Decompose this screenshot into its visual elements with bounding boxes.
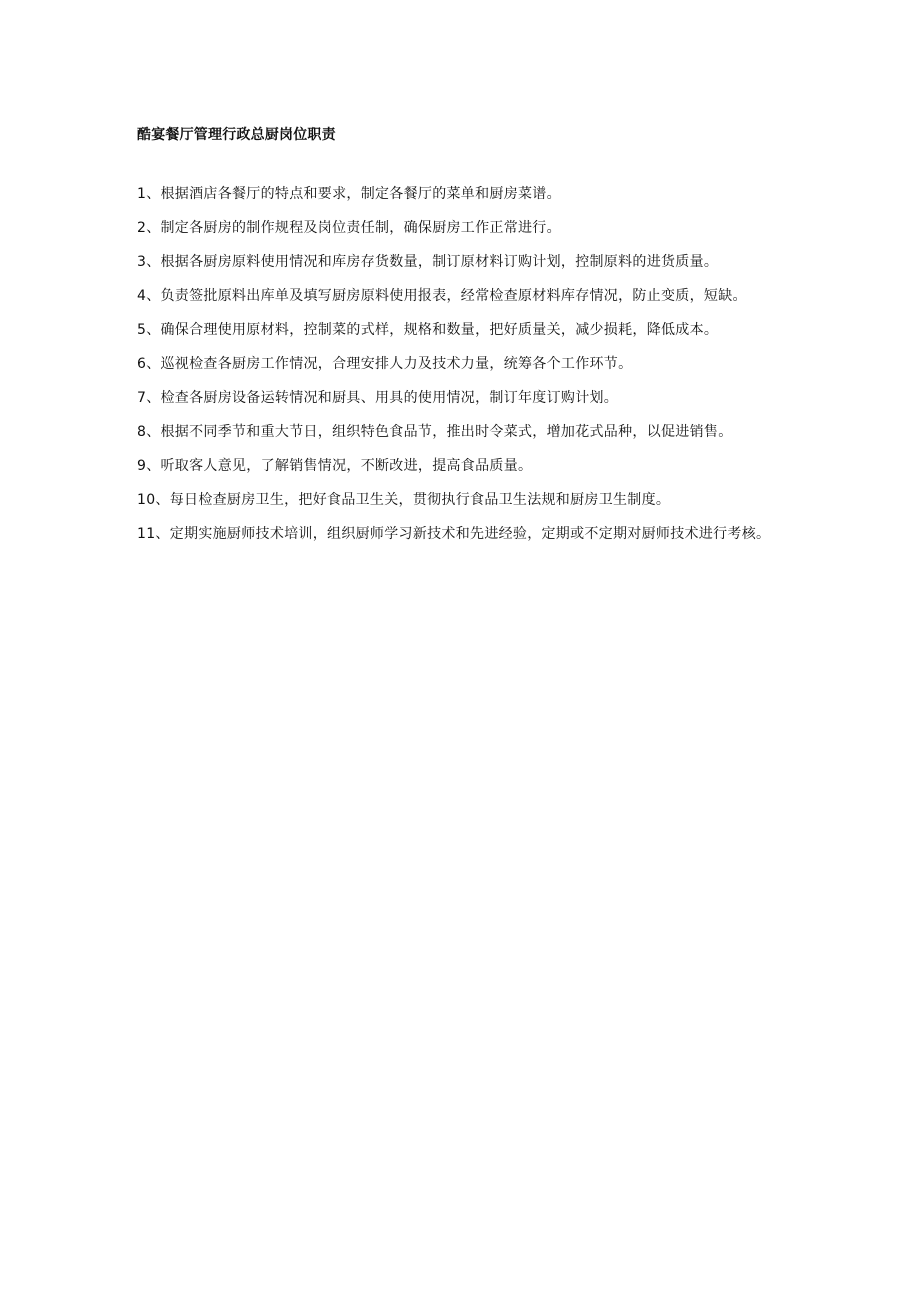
duty-item-2: 2、制定各厨房的制作规程及岗位责任制，确保厨房工作正常进行。	[137, 220, 561, 236]
duty-list	[137, 177, 787, 551]
duty-item-1: 1、根据酒店各餐厅的特点和要求，制定各餐厅的菜单和厨房菜谱。	[137, 186, 561, 202]
document-body	[137, 124, 787, 551]
duty-item-4: 4、负责签批原料出库单及填写厨房原料使用报表，经常检查原材料库存情况，防止变质，短缺。	[137, 288, 747, 304]
duty-item-8: 8、根据不同季节和重大节日，组织特色食品节，推出时令菜式，增加花式品种，以促进销售。	[137, 424, 733, 440]
duty-item-3: 3、根据各厨房原料使用情况和库房存货数量，制订原材料订购计划，控制原料的进货质量。	[137, 254, 719, 270]
duty-item-5: 5、确保合理使用原材料，控制菜的式样，规格和数量，把好质量关，减少损耗，降低成本。	[137, 322, 719, 338]
document-title: 酷宴餐厅管理行政总厨岗位职责	[137, 127, 336, 143]
duty-item-11: 11、定期实施厨师技术培训，组织厨师学习新技术和先进经验，定期或不定期对厨师技术进行考核。	[137, 526, 771, 542]
duty-item-9: 9、听取客人意见，了解销售情况，不断改进，提高食品质量。	[137, 458, 533, 474]
duty-item-10: 10、每日检查厨房卫生，把好食品卫生关，贯彻执行食品卫生法规和厨房卫生制度。	[137, 492, 671, 508]
duty-item-6: 6、巡视检查各厨房工作情况，合理安排人力及技术力量，统筹各个工作环节。	[137, 356, 633, 372]
duty-item-7: 7、检查各厨房设备运转情况和厨具、用具的使用情况，制订年度订购计划。	[137, 390, 619, 406]
